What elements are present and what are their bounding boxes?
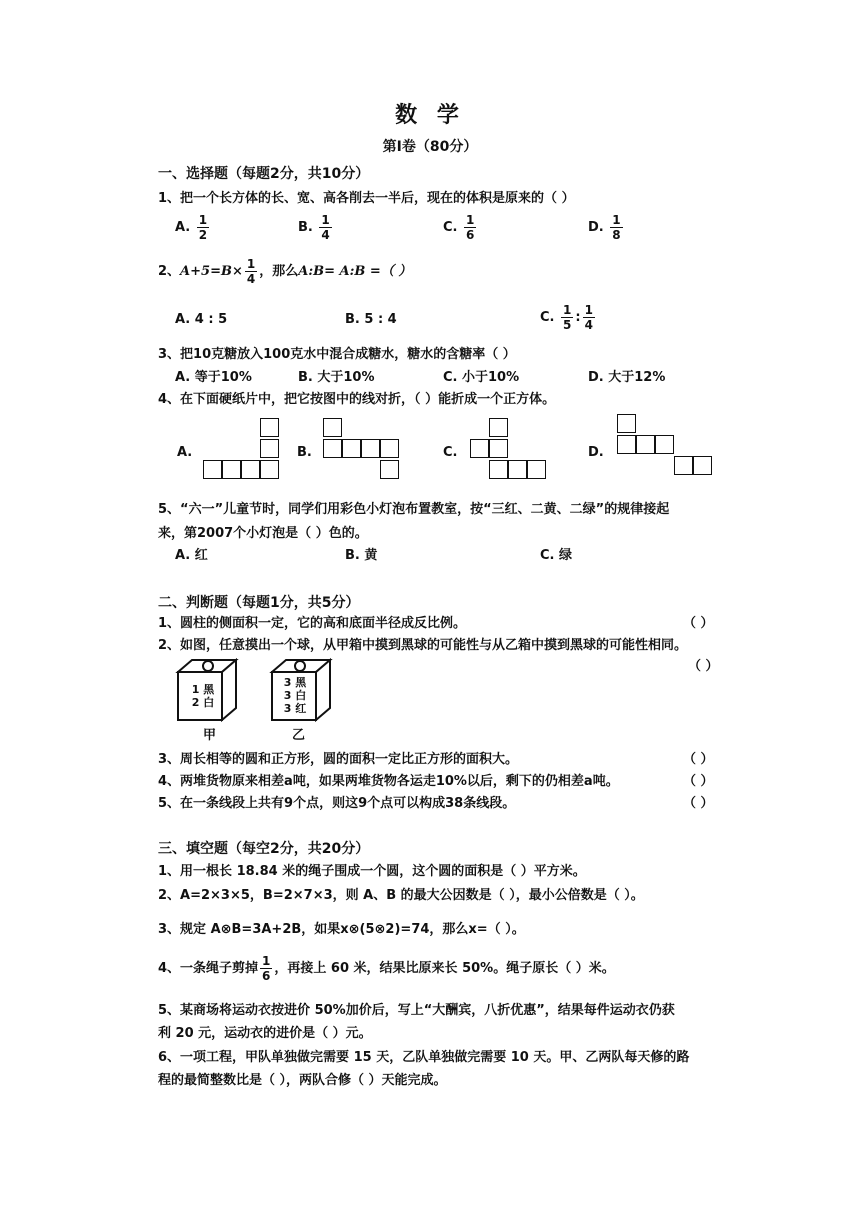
- fraction: $\frac{1}{4}$: [321, 213, 330, 242]
- q2-5-text: 5、在一条线段上共有9个点，则这9个点可以构成38条线段。: [158, 796, 516, 811]
- volume-heading: 第Ⅰ卷（80分）: [382, 139, 478, 155]
- q1-2-option-c[interactable]: C. $\frac{1}{5}$ : $\frac{1}{4}$: [540, 303, 593, 332]
- q1-3-option-b[interactable]: B. 大于10%: [298, 370, 375, 385]
- q1-5-line2: 来，第2007个小灯泡是（ ）色的。: [158, 526, 368, 541]
- fraction: $\frac{1}{4}$: [584, 303, 593, 332]
- q1-5-line1: 5、“六一”儿童节时，同学们用彩色小灯泡布置教室，按“三红、二黄、二绿”的规律接起: [158, 502, 670, 517]
- q1-4-option-c[interactable]: C.: [443, 445, 458, 460]
- box-jia-label: 甲: [203, 728, 217, 743]
- q2-4-text: 4、两堆货物原来相差a吨，如果两堆货物各运走10%以后，剩下的仍相差a吨。: [158, 774, 619, 789]
- q2-1-text: 1、圆柱的侧面积一定，它的高和底面半径成反比例。: [158, 616, 467, 631]
- box-jia-contents: 1 黑 2 白: [191, 683, 215, 709]
- q1-3-option-d[interactable]: D. 大于12%: [588, 370, 666, 385]
- q1-1-text: 1、把一个长方体的长、宽、高各削去一半后，现在的体积是原来的（ ）: [158, 191, 575, 206]
- q1-4-option-b[interactable]: B.: [297, 445, 312, 460]
- q1-4-text: 4、在下面硬纸片中，把它按图中的线对折，（ ）能折成一个正方体。: [158, 392, 556, 407]
- fraction: $\frac{1}{5}$: [563, 303, 572, 332]
- q2-1-answer[interactable]: （ ）: [683, 616, 714, 631]
- q3-5-line2[interactable]: 利 20 元，运动衣的进价是（ ）元。: [158, 1026, 372, 1041]
- q2-2-text: 2、如图，任意摸出一个球，从甲箱中摸到黑球的可能性与从乙箱中摸到黑球的可能性相同。: [158, 638, 688, 653]
- fraction: $\frac{1}{8}$: [612, 213, 621, 242]
- q1-1-option-b[interactable]: B. $\frac{1}{4}$: [298, 213, 330, 242]
- section-1-heading: 一、选择题（每题2分，共10分）: [158, 166, 370, 182]
- fraction: $\frac{1}{6}$: [466, 213, 475, 242]
- q1-2-option-a[interactable]: A. 4 : 5: [175, 312, 228, 327]
- q3-6-line1[interactable]: 6、一项工程，甲队单独做完需要 15 天，乙队单独做完需要 10 天。甲、乙两队每天修的路: [158, 1050, 690, 1065]
- q1-5-option-b[interactable]: B. 黄: [345, 548, 378, 563]
- q1-2-option-b[interactable]: B. 5 : 4: [345, 312, 397, 327]
- q2-2-answer[interactable]: （ ）: [688, 659, 719, 674]
- q3-4-text[interactable]: 4、一条绳子剪掉 $\frac{1}{6}$ ，再接上 60 米，结果比原来长 50%。绳子原长（ ）米。: [158, 954, 615, 983]
- q1-1-option-d[interactable]: D. $\frac{1}{8}$: [588, 213, 621, 242]
- fraction: $\frac{1}{6}$: [262, 954, 271, 983]
- q1-1-option-a[interactable]: A. $\frac{1}{2}$: [175, 213, 208, 242]
- q1-1-option-c[interactable]: C. $\frac{1}{6}$: [443, 213, 475, 242]
- q2-4-answer[interactable]: （ ）: [683, 774, 714, 789]
- q3-1-text[interactable]: 1、用一根长 18.84 米的绳子围成一个圆，这个圆的面积是（ ）平方米。: [158, 864, 586, 879]
- q3-2-text[interactable]: 2、A=2×3×5，B=2×7×3，则 A、B 的最大公因数是（ ），最小公倍数是（ ）。: [158, 888, 644, 903]
- q1-5-option-a[interactable]: A. 红: [175, 548, 208, 563]
- fraction: $\frac{1}{2}$: [198, 213, 208, 242]
- q1-4-option-d[interactable]: D.: [588, 445, 604, 460]
- q2-3-text: 3、周长相等的圆和正方形，圆的面积一定比正方形的面积大。: [158, 752, 519, 767]
- page-title: 数 学: [395, 103, 465, 128]
- fraction: $\frac{1}{4}$: [246, 257, 256, 286]
- q1-4-option-a[interactable]: A.: [177, 445, 193, 460]
- q3-6-line2[interactable]: 程的最简整数比是（ ），两队合修（ ）天能完成。: [158, 1073, 447, 1088]
- box-yi-label: 乙: [292, 728, 306, 743]
- q2-5-answer[interactable]: （ ）: [683, 796, 714, 811]
- section-3-heading: 三、填空题（每空2分，共20分）: [158, 841, 370, 857]
- q1-3-option-a[interactable]: A. 等于10%: [175, 370, 252, 385]
- q2-3-answer[interactable]: （ ）: [683, 752, 714, 767]
- q1-2-text: 2、A+5=B× $\frac{1}{4}$ ，那么A:B= A:B =（ ）: [158, 257, 412, 286]
- q1-5-option-c[interactable]: C. 绿: [540, 548, 573, 563]
- q3-3-text[interactable]: 3、规定 A⊗B=3A+2B，如果x⊗(5⊗2)=74，那么x=（ ）。: [158, 922, 525, 937]
- box-yi-contents: 3 黑 3 白 3 红: [283, 676, 307, 715]
- q3-5-line1[interactable]: 5、某商场将运动衣按进价 50%加价后，写上“大酬宾，八折优惠”，结果每件运动衣仍获: [158, 1003, 675, 1018]
- q1-3-text: 3、把10克糖放入100克水中混合成糖水，糖水的含糖率（ ）: [158, 347, 516, 362]
- section-2-heading: 二、判断题（每题1分，共5分）: [158, 595, 360, 611]
- q1-3-option-c[interactable]: C. 小于10%: [443, 370, 520, 385]
